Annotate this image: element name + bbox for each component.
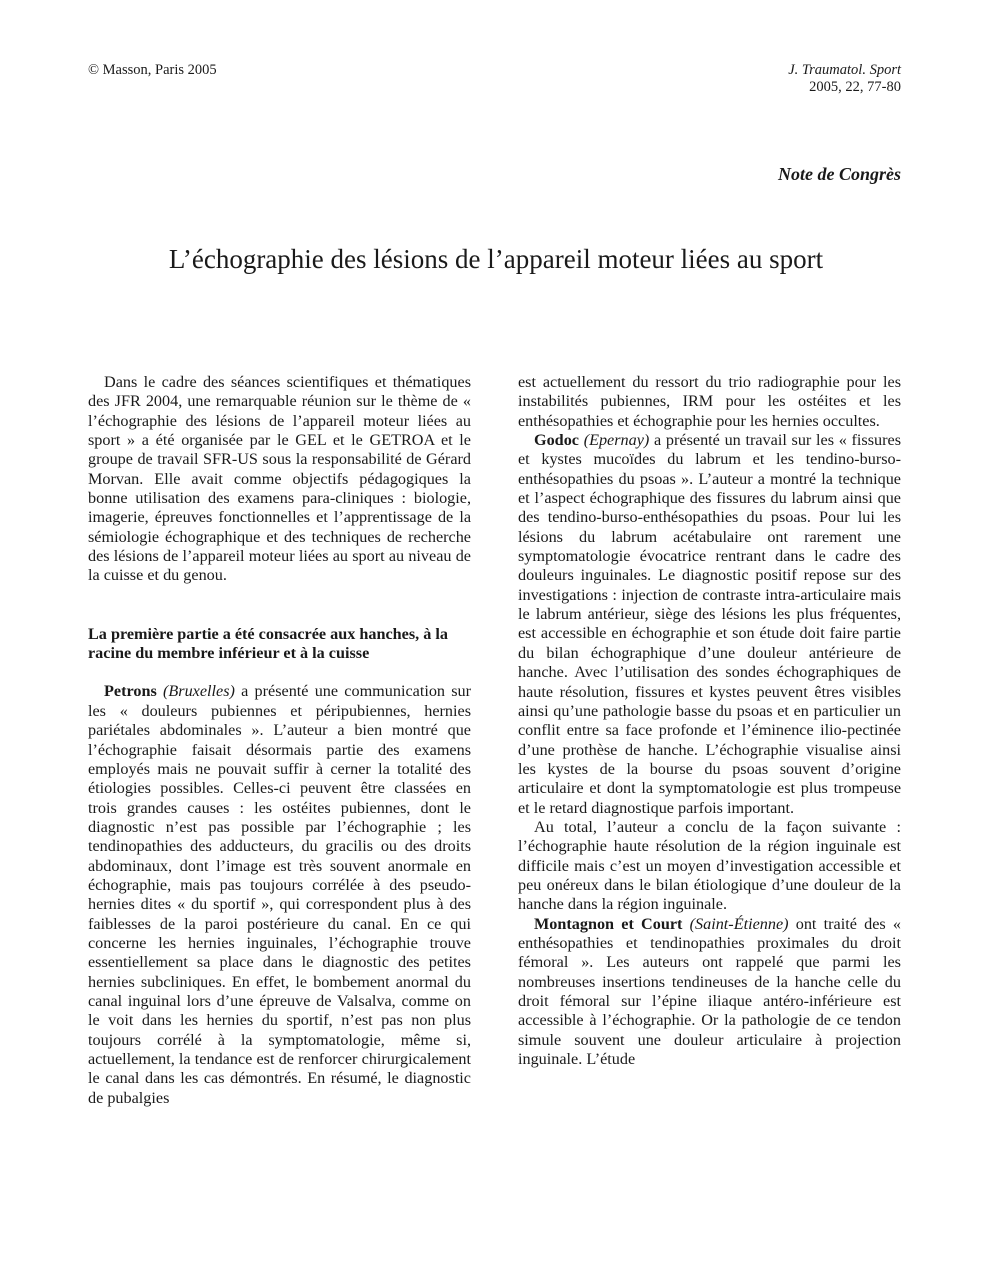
paragraph-montagnon bbox=[518, 915, 901, 1070]
paragraph-petrons bbox=[88, 682, 471, 1108]
copyright-notice: © Masson, Paris 2005 bbox=[88, 62, 217, 78]
author-place: (Epernay) bbox=[583, 431, 650, 450]
paragraph-godoc bbox=[518, 431, 901, 818]
journal-name: J. Traumatol. Sport bbox=[788, 62, 901, 78]
paragraph-conclusion: Au total, l’auteur a conclu de la façon suivante : l’échographie haute résolution de la région inguinale est difficile mais c’est un moyen d’investigation accessible et peu onéreux dans le bilan étiologique d’une douleur de la hanche dans la région inguinale. bbox=[518, 817, 901, 914]
section-tag: Note de Congrès bbox=[778, 164, 901, 184]
left-column bbox=[88, 373, 471, 1108]
author-name: Petrons bbox=[104, 682, 157, 701]
continuation-paragraph: est actuellement du ressort du trio radiographie pour les instabilités pubiennes, IRM pour les ostéites et les enthésopathies et échographie pour les hernies occultes. bbox=[518, 373, 901, 430]
author-name: Montagnon et Court bbox=[534, 914, 683, 933]
author-place: (Bruxelles) bbox=[163, 682, 235, 701]
article-title: L’échographie des lésions de l’appareil moteur liées au sport bbox=[168, 244, 824, 274]
section-heading: La première partie a été consacrée aux hanches, à la racine du membre inférieur et à la cuisse bbox=[88, 624, 448, 663]
author-place: (Saint-Étienne) bbox=[689, 914, 789, 933]
paragraph-text: ont traité des « enthésopathies et tendinopathies proximales du droit fémoral ». Les auteurs ont rappelé que parmi les nombreuses insertions tendineuses de la hanche celle du droit fémoral sur l’épine iliaque antéro-inférieure est accessible à l’échographie. Or la pathologie de ce tendon simule souvent une douleur articulaire à projection inguinale. L’étude bbox=[518, 914, 901, 1069]
paragraph-text: a présenté un travail sur les « fissures et kystes mucoïdes du labrum et les tendino-burso-enthésopathies du psoas ». L’auteur a montré la technique et l’aspect échographique des fissures du labrum ainsi que des tendino-burso-enthésopathies du psoas. Pour lui les lésions du labrum acétabulaire ont rarement une symptomatologie évocatrice rentrant dans le cadre des douleurs inguinales. Le diagnostic positif repose sur des investigations : injection de contraste intra-articulaire mais le labrum antérieur, siège des lésions les plus fréquentes, est accessible en échographie et son étude doit faire partie du bilan échographique d’une douleur antérieure de hanche. Avec l’utilisation des sondes échographiques de haute résolution, fissures et kystes peuvent êtres visibles ainsi qu’une pathologie basse du psoas et en particulier un conflit entre sa face profonde et l’éminence ilio-pectinée d’une prothèse de hanche. L’échographie visualise ainsi les kystes de la bourse du psoas souvent d’origine articulaire et dont la symptomatologie est plus trompeuse et le retard diagnostique parfois important. bbox=[518, 431, 901, 817]
volume-pages: 2005, 22, 77-80 bbox=[809, 79, 901, 95]
paragraph-text: a présenté une communication sur les « douleurs pubiennes et péripubiennes, hernies pariétales abdominales ». L’auteur a bien montré que l’échographie faisait désormais partie des examens employés mais ne pouvait suffir à cerner la totalité des étiologies possibles. Celles-ci peuvent être classées en trois grandes causes : les ostéites pubiennes, dont le diagnostic n’est pas possible par l’échographie ; les tendinopathies des adducteurs, du gracilis ou des droits abdominaux, dont l’image est très souvent anormale en échographie, mais pas toujours corrélée à des pseudo-hernies dites « du sportif », qui correspondent plus à des faiblesses de la paroi postérieure du canal. En ce qui concerne les hernies inguinales, l’échographie trouve essentiellement sa place dans le diagnostic des petites hernies subcliniques. En effet, le bombement anormal du canal inguinal lors d’une épreuve de Valsalva, comme on le voit dans les hernies du sportif, n’est pas non plus toujours corrélé à la symptomatologie, même si, actuellement, la tendance est de renforcer chirurgicalement le canal dans les cas démontrés. En résumé, le diagnostic de pubalgies bbox=[88, 682, 472, 1107]
intro-paragraph: Dans le cadre des séances scientifiques et thématiques des JFR 2004, une remarquable réunion sur le thème de « l’échographie des lésions de l’appareil moteur liées au sport » a été organisée par le GEL et le GETROA et le groupe de travail SFR-US sous la responsabilité de Gérard Morvan. Elle avait comme objectifs pédagogiques la bonne utilisation des examens para-cliniques : biologie, imagerie, épreuves fonctionnelles et l’apprentissage de la sémiologie échographique et des techniques de recherche des lésions de l’appareil moteur liées au sport au niveau de la cuisse et du genou. bbox=[88, 373, 471, 585]
journal-citation bbox=[788, 62, 901, 96]
right-column bbox=[518, 373, 901, 1069]
author-name: Godoc bbox=[534, 431, 579, 450]
